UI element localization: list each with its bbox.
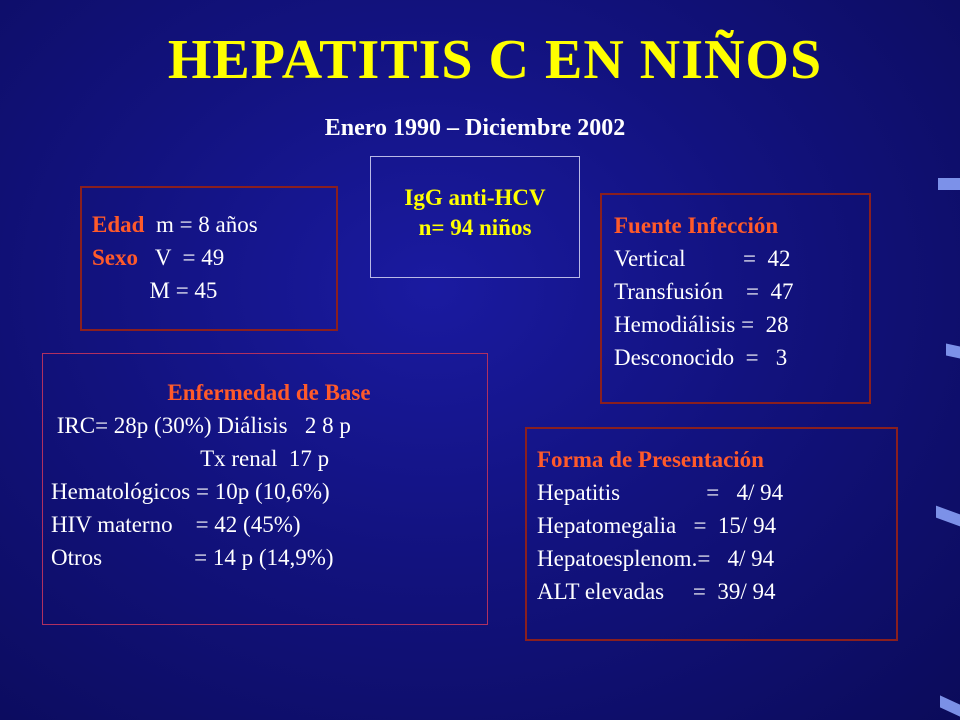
edge-accent: [936, 506, 960, 527]
igg-box: [370, 156, 580, 278]
igg-line-1: IgG anti-HCV: [404, 185, 546, 210]
slide-subtitle: Enero 1990 – Diciembre 2002: [324, 115, 626, 141]
presentation-form-row: Hepatoesplenom.= 4/ 94: [537, 546, 775, 571]
sex-v-value: V = 49: [138, 245, 225, 270]
sex-m-value: M = 45: [92, 278, 218, 303]
edge-accent: [940, 695, 960, 716]
infection-source-row: Desconocido = 3: [614, 345, 788, 370]
underlying-disease-box: [42, 353, 488, 625]
presentation-form-heading: Forma de Presentación: [537, 447, 764, 472]
underlying-disease-row: Otros = 14 p (14,9%): [51, 545, 334, 570]
sex-label: Sexo: [92, 245, 138, 270]
infection-source-row: Vertical = 42: [614, 246, 791, 271]
underlying-disease-row: Hematológicos = 10p (10,6%): [51, 479, 330, 504]
infection-source-row: Hemodiálisis = 28: [614, 312, 789, 337]
age-row: [92, 208, 336, 241]
underlying-disease-heading: Enfermedad de Base: [167, 380, 371, 405]
underlying-disease-row: Tx renal 17 p: [51, 446, 330, 471]
demographics-box: [80, 186, 338, 331]
slide-title: HEPATITIS C EN NIÑOS: [167, 29, 823, 91]
edge-accent: [938, 178, 960, 190]
edge-accent: [946, 344, 960, 359]
infection-source-row: Transfusión = 47: [614, 279, 794, 304]
presentation-form-row: Hepatomegalia = 15/ 94: [537, 513, 777, 538]
infection-source-heading: Fuente Infección: [614, 213, 779, 238]
underlying-disease-row: HIV materno = 42 (45%): [51, 512, 301, 537]
presentation-form-row: Hepatitis = 4/ 94: [537, 480, 784, 505]
infection-source-box: [600, 193, 871, 404]
sex-row: [92, 241, 336, 274]
igg-line-2: n= 94 niños: [418, 215, 532, 240]
age-value: m = 8 años: [144, 212, 258, 237]
underlying-disease-row: IRC= 28p (30%) Diálisis 2 8 p: [51, 413, 351, 438]
presentation-form-row: ALT elevadas = 39/ 94: [537, 579, 776, 604]
age-label: Edad: [92, 212, 145, 237]
presentation-form-box: [525, 427, 898, 641]
